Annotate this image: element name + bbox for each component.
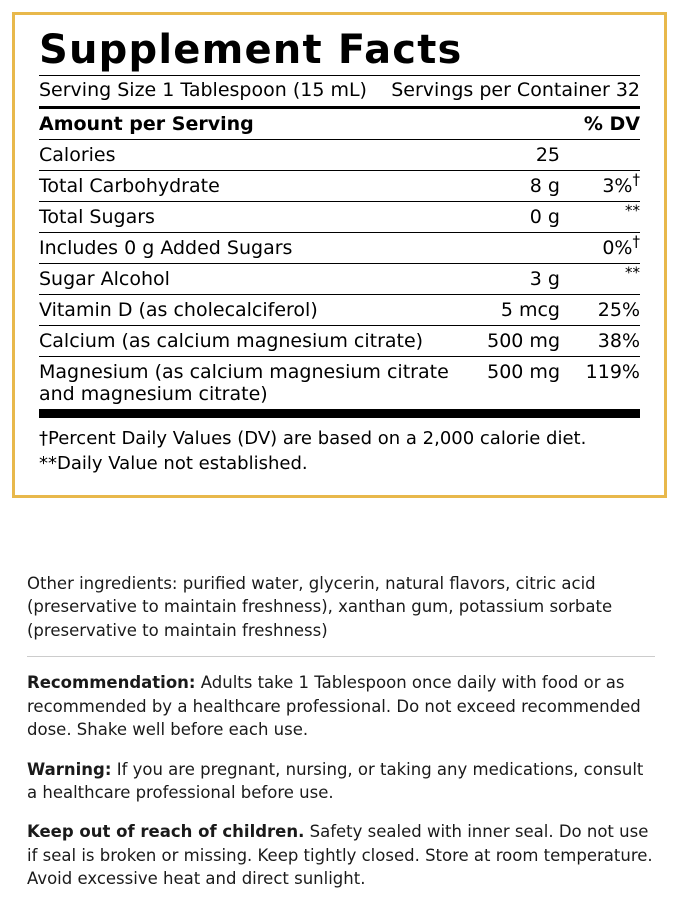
nutrient-dv: ** xyxy=(560,202,640,233)
nutrient-amount: 8 g xyxy=(450,171,560,202)
nutrient-name: Total Carbohydrate xyxy=(39,171,450,202)
nutrient-dv: 119% xyxy=(585,361,640,383)
table-row xyxy=(39,326,640,357)
nutrient-amount: 5 mcg xyxy=(450,295,560,326)
supplement-facts-panel xyxy=(12,12,667,498)
keep-out-label: Keep out of reach of children. xyxy=(27,822,305,842)
table-row xyxy=(39,357,640,410)
label-text-block xyxy=(27,572,655,907)
nutrient-name: Includes 0 g Added Sugars xyxy=(39,233,450,264)
footnotes xyxy=(39,418,640,477)
warning-text: If you are pregnant, nursing, or taking any medications, consult a healthcare professional before use. xyxy=(27,759,644,802)
nutrient-dv: ** xyxy=(560,264,640,295)
nutrient-table xyxy=(39,140,640,409)
servings-per-container: Servings per Container 32 xyxy=(391,79,640,101)
nutrient-dv xyxy=(560,140,640,171)
table-row xyxy=(39,295,640,326)
footnote-daily-value: †Percent Daily Values (DV) are based on a 2,000 calorie diet. xyxy=(39,428,587,449)
warning-label: Warning: xyxy=(27,759,112,779)
nutrient-amount: 3 g xyxy=(450,264,560,295)
table-row xyxy=(39,171,640,202)
nutrient-dv: 25% xyxy=(560,295,640,326)
amount-per-serving-label: Amount per Serving xyxy=(39,113,254,135)
panel-title: Supplement Facts xyxy=(39,27,463,73)
recommendation-paragraph xyxy=(27,671,655,741)
nutrient-name: Magnesium (as calcium magnesium citrate and magnesium citrate) xyxy=(39,361,449,405)
nutrient-name: Calcium (as calcium magnesium citrate) xyxy=(39,326,450,357)
nutrient-name: Sugar Alcohol xyxy=(39,264,450,295)
nutrient-name: Vitamin D (as cholecalciferol) xyxy=(39,295,450,326)
other-ingredients: Other ingredients: purified water, glycerin, natural flavors, citric acid (preservative to maintain freshness), xanthan gum, potassium sorbate (preservative to maintain freshness) xyxy=(27,574,613,640)
nutrient-amount: 500 mg xyxy=(487,361,560,383)
percent-dv-label: % DV xyxy=(583,113,640,135)
table-row xyxy=(39,140,640,171)
amount-header-row xyxy=(39,109,640,139)
serving-size: Serving Size 1 Tablespoon (15 mL) xyxy=(39,79,367,101)
table-row xyxy=(39,202,640,233)
section-divider xyxy=(27,656,655,657)
footnote-not-established: **Daily Value not established. xyxy=(39,453,308,475)
nutrient-amount: 25 xyxy=(450,140,560,171)
serving-info-row xyxy=(39,76,640,106)
nutrient-dv: 38% xyxy=(560,326,640,357)
keep-out-of-reach-paragraph xyxy=(27,820,655,890)
table-row xyxy=(39,264,640,295)
nutrient-dv: 3%† xyxy=(560,171,640,202)
table-row xyxy=(39,233,640,264)
nutrient-dv: 0%† xyxy=(560,233,640,264)
nutrient-amount xyxy=(450,233,560,264)
nutrient-name: Calories xyxy=(39,140,450,171)
keep-out-text: Safety sealed with inner seal. Do not use if seal is broken or missing. Keep tightly closed. Store at room temperature. Avoid excessive heat and direct sunlight. xyxy=(27,822,653,889)
nutrient-amount: 500 mg xyxy=(450,326,560,357)
recommendation-label: Recommendation: xyxy=(27,673,196,693)
warning-paragraph xyxy=(27,758,655,805)
nutrient-name: Total Sugars xyxy=(39,202,450,233)
rule-above-footnotes xyxy=(39,409,640,418)
nutrient-amount: 0 g xyxy=(450,202,560,233)
recommendation-text: Adults take 1 Tablespoon once daily with food or as recommended by a healthcare professional. Do not exceed recommended dose. Shake well before each use. xyxy=(27,673,641,740)
